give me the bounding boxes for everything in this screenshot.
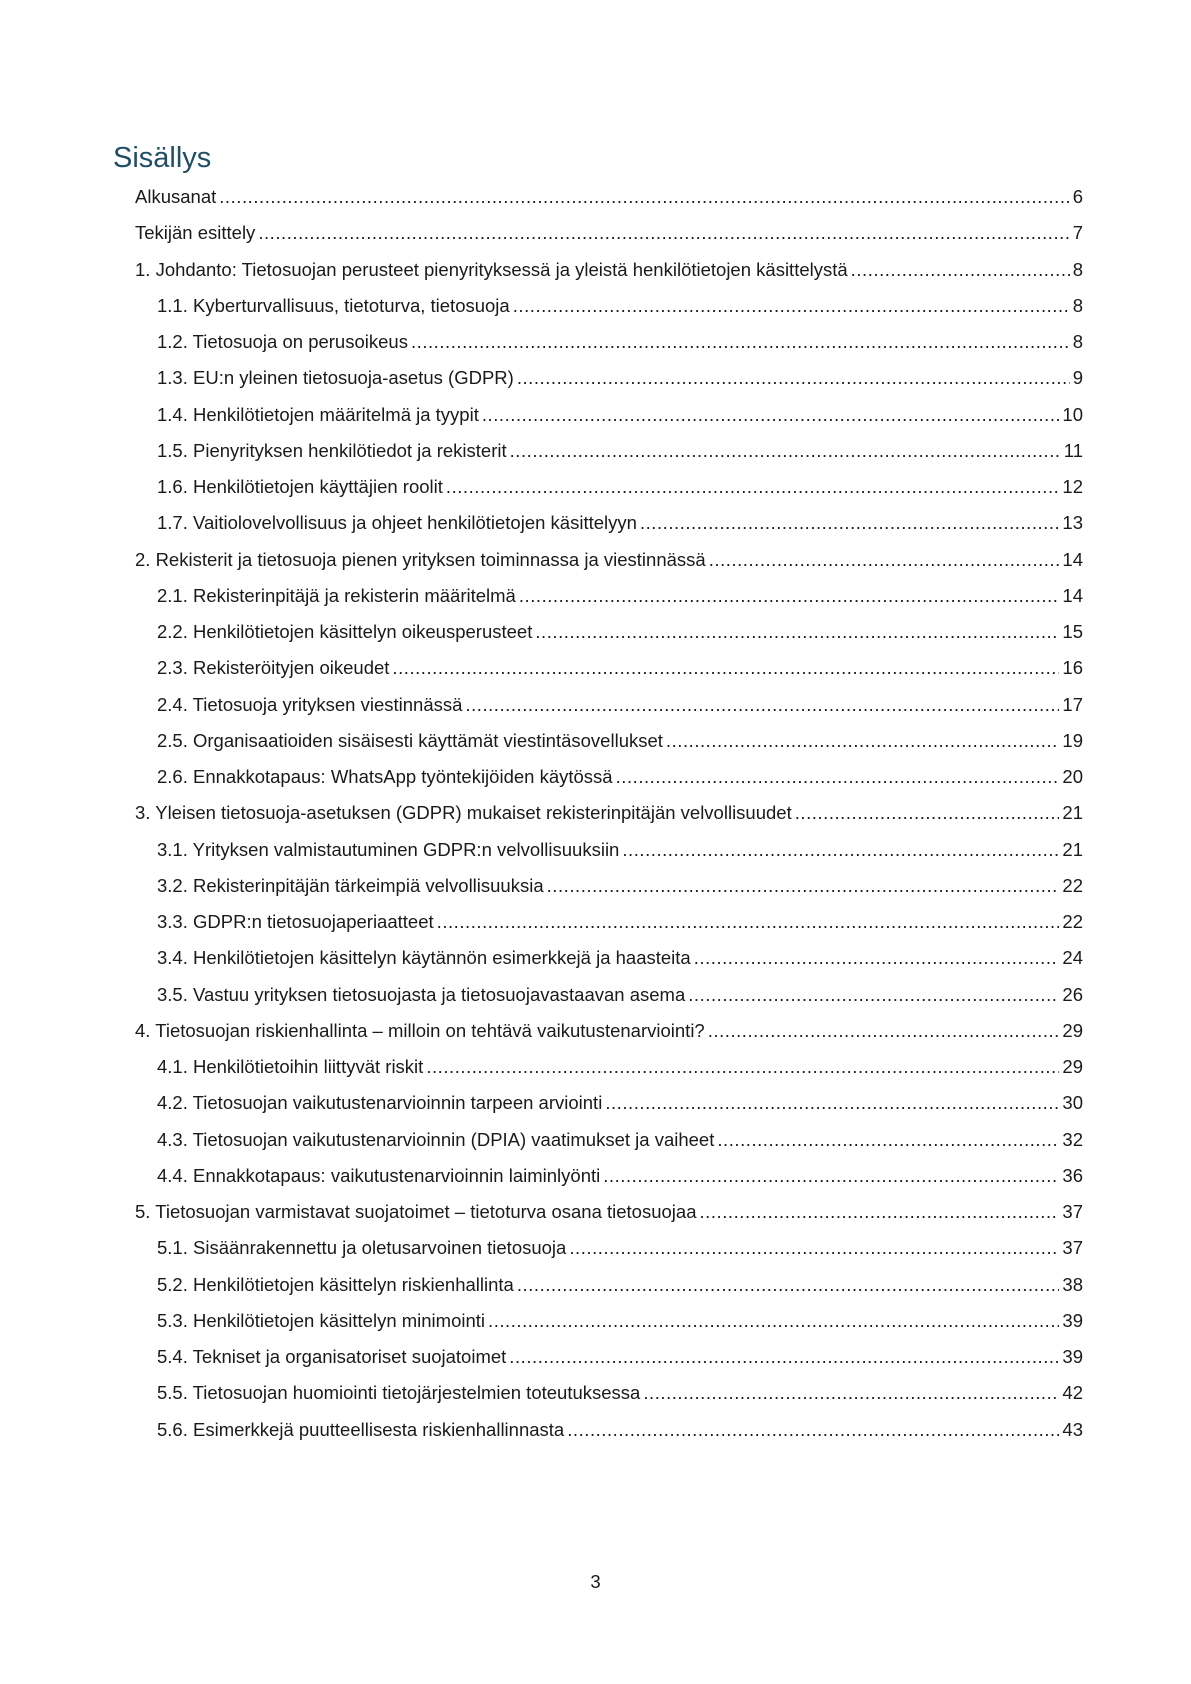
toc-entry-label: 1.7. Vaitiolovelvollisuus ja ohjeet henkilötietojen käsittelyyn [157, 512, 637, 534]
toc-entry-label: 4.4. Ennakkotapaus: vaikutustenarvioinnin laiminlyönti [157, 1164, 601, 1186]
dot-leader [219, 183, 1069, 211]
toc-entry[interactable] [157, 1271, 1083, 1299]
toc-entry-page: 6 [1072, 186, 1083, 207]
toc-entry-label: 2.1. Rekisterinpitäjä ja rekisterin määritelmä [157, 584, 516, 606]
dot-leader [643, 1379, 1059, 1407]
toc-entry[interactable] [157, 364, 1083, 392]
toc-entry-page: 39 [1062, 1309, 1083, 1331]
toc-entry-label: Alkusanat [135, 186, 217, 207]
toc-entry-label: 5.5. Tietosuojan huomiointi tietojärjestelmien toteutuksessa [157, 1382, 641, 1404]
dot-leader [411, 328, 1070, 356]
dot-leader [426, 1053, 1059, 1081]
toc-entry-page: 9 [1072, 367, 1083, 389]
toc-entry-page: 20 [1062, 766, 1083, 787]
toc-entry[interactable] [157, 582, 1083, 610]
toc-entry[interactable] [135, 1017, 1083, 1045]
toc-entry-label: 4. Tietosuojan riskienhallinta – milloin on tehtävä vaikutustenarviointi? [135, 1019, 705, 1041]
toc-entry-label: 1. Johdanto: Tietosuojan perusteet pienyrityksessä ja yleistä henkilötietojen käsittelystä [135, 258, 848, 280]
toc-entry[interactable] [157, 1089, 1083, 1117]
toc-entry-label: 3.1. Yrityksen valmistautuminen GDPR:n velvollisuuksiin [157, 838, 620, 860]
toc-entry-label: 3.5. Vastuu yrityksen tietosuojasta ja tietosuojavastaavan asema [157, 983, 686, 1005]
toc-entry-page: 22 [1062, 911, 1083, 932]
toc-entry-label: 3. Yleisen tietosuoja-asetuksen (GDPR) mukaiset rekisterinpitäjän velvollisuudet [135, 802, 792, 824]
dot-leader [851, 256, 1070, 284]
toc-entry[interactable] [157, 509, 1083, 537]
toc-entry-label: 2.4. Tietosuoja yrityksen viestinnässä [157, 693, 463, 715]
toc-entry-page: 16 [1062, 657, 1083, 679]
page-number: 3 [590, 1571, 601, 1592]
dot-leader [795, 799, 1060, 827]
toc-entry[interactable] [157, 727, 1083, 755]
toc-entry[interactable] [157, 618, 1083, 646]
dot-leader [700, 1198, 1060, 1226]
toc-entry[interactable] [157, 401, 1083, 429]
toc-entry[interactable] [157, 763, 1083, 791]
toc-entry[interactable] [157, 981, 1083, 1009]
toc-entry[interactable] [157, 1126, 1083, 1154]
dot-leader [569, 1234, 1059, 1262]
toc-entry[interactable] [135, 183, 1083, 211]
toc-entry-page: 17 [1062, 693, 1083, 715]
toc-entry-page: 32 [1062, 1128, 1083, 1150]
toc-entry-page: 22 [1062, 874, 1083, 896]
toc-entry[interactable] [157, 1379, 1083, 1407]
toc-entry-page: 8 [1072, 294, 1083, 316]
toc-entry-page: 13 [1062, 512, 1083, 534]
toc-entry-page: 30 [1062, 1092, 1083, 1114]
toc-entry[interactable] [157, 836, 1083, 864]
toc-entry[interactable] [157, 1343, 1083, 1371]
toc-entry-label: 4.3. Tietosuojan vaikutustenarvioinnin (DPIA) vaatimukset ja vaiheet [157, 1128, 715, 1150]
toc-entry[interactable] [135, 256, 1083, 284]
toc-entry-page: 10 [1062, 403, 1083, 425]
dot-leader [535, 618, 1059, 646]
toc-entry[interactable] [157, 1416, 1083, 1444]
toc-entry-label: 2.6. Ennakkotapaus: WhatsApp työntekijöiden käytössä [157, 766, 613, 787]
dot-leader [437, 908, 1060, 936]
toc-entry[interactable] [157, 437, 1083, 465]
dot-leader [510, 437, 1061, 465]
dot-leader [517, 364, 1070, 392]
toc-entry[interactable] [157, 1053, 1083, 1081]
dot-leader [392, 654, 1059, 682]
toc-entry[interactable] [157, 944, 1083, 972]
toc-entry-label: 1.1. Kyberturvallisuus, tietoturva, tietosuoja [157, 294, 510, 316]
toc-entry-label: 2.5. Organisaatioiden sisäisesti käyttämät viestintäsovellukset [157, 729, 663, 751]
toc-entry-label: 5.1. Sisäänrakennettu ja oletusarvoinen tietosuoja [157, 1237, 567, 1259]
toc-entry-page: 36 [1062, 1164, 1083, 1186]
dot-leader [640, 509, 1060, 537]
toc-entry-page: 21 [1062, 838, 1083, 860]
toc-entry-label: 5. Tietosuojan varmistavat suojatoimet – tietoturva osana tietosuojaa [135, 1201, 697, 1222]
toc-entry-page: 8 [1072, 258, 1083, 280]
toc-entry[interactable] [157, 654, 1083, 682]
toc-entry[interactable] [157, 1307, 1083, 1335]
toc-entry[interactable] [157, 908, 1083, 936]
toc-entry-label: 4.1. Henkilötietoihin liittyvät riskit [157, 1056, 424, 1077]
toc-entry[interactable] [157, 872, 1083, 900]
toc-entry-page: 29 [1062, 1056, 1083, 1077]
dot-leader [688, 981, 1059, 1009]
dot-leader [482, 401, 1060, 429]
toc-entry-page: 37 [1062, 1237, 1083, 1259]
toc-entry-page: 19 [1062, 729, 1083, 751]
toc-entry-label: 3.4. Henkilötietojen käsittelyn käytännön esimerkkejä ja haasteita [157, 947, 691, 969]
toc-heading: Sisällys [113, 142, 212, 174]
toc-entry-label: 2.2. Henkilötietojen käsittelyn oikeusperusteet [157, 621, 533, 642]
dot-leader [666, 727, 1060, 755]
toc-entry-page: 15 [1062, 621, 1083, 642]
dot-leader [547, 872, 1060, 900]
toc-entry[interactable] [157, 1234, 1083, 1262]
toc-entry-label: 1.3. EU:n yleinen tietosuoja-asetus (GDPR) [157, 367, 514, 389]
toc-entry-label: 5.3. Henkilötietojen käsittelyn minimointi [157, 1309, 486, 1331]
dot-leader [616, 763, 1060, 791]
toc-entry[interactable] [157, 328, 1083, 356]
toc-entry-page: 29 [1062, 1019, 1083, 1041]
dot-leader [622, 836, 1059, 864]
dot-leader [465, 691, 1059, 719]
toc-entry-page: 14 [1062, 548, 1083, 570]
toc-entry-label: 5.2. Henkilötietojen käsittelyn riskienhallinta [157, 1273, 514, 1295]
toc-entry-label: 2. Rekisterit ja tietosuoja pienen yrityksen toiminnassa ja viestinnässä [135, 548, 706, 570]
toc-entry[interactable] [157, 473, 1083, 501]
toc-entry[interactable] [135, 546, 1083, 574]
toc-entry[interactable] [157, 292, 1083, 320]
toc-entry-page: 37 [1062, 1201, 1083, 1222]
toc-entry-label: 5.6. Esimerkkejä puutteellisesta riskienhallinnasta [157, 1418, 565, 1440]
dot-leader [605, 1089, 1059, 1117]
toc-entry-page: 21 [1062, 802, 1083, 824]
dot-leader [694, 944, 1060, 972]
toc-entry-page: 7 [1072, 222, 1083, 244]
toc-entry-label: 2.3. Rekisteröityjen oikeudet [157, 657, 390, 679]
toc-entry-page: 11 [1063, 439, 1083, 461]
toc-entry-label: 1.5. Pienyrityksen henkilötiedot ja rekisterit [157, 439, 507, 461]
dot-leader [708, 1017, 1060, 1045]
dot-leader [717, 1126, 1059, 1154]
toc-entry[interactable] [135, 219, 1083, 247]
toc-entry-label: 4.2. Tietosuojan vaikutustenarvioinnin tarpeen arviointi [157, 1092, 603, 1114]
toc-entry-label: 1.2. Tietosuoja on perusoikeus [157, 331, 408, 352]
dot-leader [519, 582, 1060, 610]
toc-entry-page: 8 [1072, 331, 1083, 352]
dot-leader [513, 292, 1070, 320]
toc-entry[interactable] [135, 799, 1083, 827]
toc-entry-label: 1.6. Henkilötietojen käyttäjien roolit [157, 476, 443, 497]
toc-entry-page: 43 [1062, 1418, 1083, 1440]
toc-entry-label: 3.3. GDPR:n tietosuojaperiaatteet [157, 911, 434, 932]
toc-entry-page: 39 [1062, 1346, 1083, 1367]
toc-entry-page: 26 [1062, 983, 1083, 1005]
toc-entry-label: 3.2. Rekisterinpitäjän tärkeimpiä velvollisuuksia [157, 874, 544, 896]
toc-entry-label: Tekijän esittely [135, 222, 256, 244]
toc-entry-label: 1.4. Henkilötietojen määritelmä ja tyypit [157, 403, 479, 425]
dot-leader [488, 1307, 1059, 1335]
dot-leader [603, 1162, 1059, 1190]
dot-leader [709, 546, 1060, 574]
dot-leader [509, 1343, 1059, 1371]
toc-entry-page: 14 [1062, 584, 1083, 606]
toc-entry[interactable] [135, 1198, 1083, 1226]
dot-leader [567, 1416, 1059, 1444]
dot-leader [517, 1271, 1060, 1299]
toc-entry[interactable] [157, 691, 1083, 719]
toc-entry-page: 42 [1062, 1382, 1083, 1404]
toc-entry-page: 38 [1062, 1273, 1083, 1295]
toc-entry-label: 5.4. Tekniset ja organisatoriset suojatoimet [157, 1346, 507, 1367]
dot-leader [258, 219, 1069, 247]
toc-entry[interactable] [157, 1162, 1083, 1190]
toc-entry-page: 12 [1062, 476, 1083, 497]
toc-entry-page: 24 [1062, 947, 1083, 969]
dot-leader [446, 473, 1060, 501]
